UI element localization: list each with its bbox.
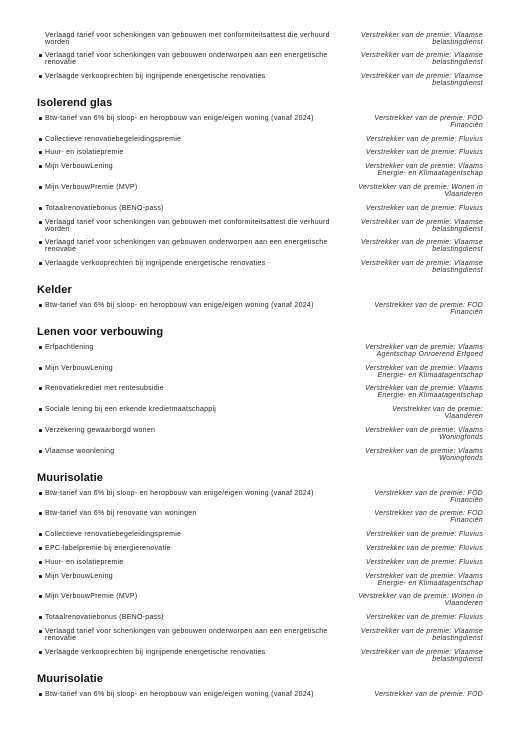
section-heading: Muurisolatie [37, 471, 103, 484]
bullet-icon [39, 138, 42, 141]
premium-list [0, 691, 520, 705]
premium-name: Sociale lening bij een erkende kredietmaatschappij [45, 406, 217, 414]
premium-list [0, 490, 520, 670]
bullet-icon [39, 304, 42, 307]
premium-provider: Verstrekker van de premie: Fluvius [365, 204, 483, 212]
bullet-icon [39, 186, 42, 189]
premium-item [45, 406, 483, 427]
premium-name: Huur- en isolatiepremie [45, 558, 124, 566]
premium-provider: Verstrekker van de premie: Vlaamse belastingdienst [360, 218, 483, 233]
premium-item [45, 573, 483, 594]
bullet-icon [39, 151, 42, 154]
premium-provider: Verstrekker van de premie: Fluvius [365, 545, 483, 553]
premium-name: Verlaagde verkooprechten bij ingrijpende energetische renovaties [45, 648, 266, 656]
premium-provider: Verstrekker van de premie: Fluvius [365, 135, 483, 143]
premium-section [0, 94, 520, 281]
section-heading: Muurisolatie [37, 672, 103, 685]
bullet-icon [39, 561, 42, 564]
premium-item [45, 614, 483, 628]
premium-list [0, 302, 520, 323]
bullet-icon [39, 346, 42, 349]
premium-item [45, 302, 483, 323]
premium-name: Totaalrenovatiebonus (BENO-pass) [45, 614, 164, 622]
bullet-icon [39, 693, 42, 696]
premium-item [45, 205, 483, 219]
premium-name: Verlaagde verkooprechten bij ingrijpende energetische renovaties [45, 73, 266, 81]
premium-provider: Verstrekker van de premie: Vlaams Energie- en Klimaatagentschap [365, 385, 483, 400]
premium-provider: Verstrekker van de premie: Fluvius [365, 614, 483, 622]
premium-provider: Verstrekker van de premie: Vlaams Woningfonds [365, 427, 483, 442]
premium-name: Mijn VerbouwPremie (MVP) [45, 593, 138, 601]
bullet-icon [39, 512, 42, 515]
bullet-icon [39, 207, 42, 210]
premium-provider: Verstrekker van de premie: Vlaams Agentschap Onroerend Erfgoed [365, 343, 483, 358]
premium-provider: Verstrekker van de premie: Wonen in Vlaanderen [358, 593, 483, 608]
premium-section [0, 281, 520, 323]
premium-name: Verlaagd tarief voor schenkingen van gebouwen met conformiteitsattest die verhuurd worden [45, 31, 330, 46]
bullet-icon [39, 630, 42, 633]
premium-item [45, 344, 483, 365]
bullet-icon [39, 616, 42, 619]
bullet-icon [39, 450, 42, 453]
premium-item [45, 260, 483, 281]
premium-provider: Verstrekker van de premie: Vlaams Energie- en Klimaatagentschap [365, 572, 483, 587]
premium-list [0, 344, 520, 469]
premium-item [45, 52, 483, 73]
bullet-icon [39, 367, 42, 370]
bullet-icon [39, 651, 42, 654]
premium-name: Verlaagde verkooprechten bij ingrijpende energetische renovaties [45, 260, 266, 268]
premium-name: Renovatiekrediet met rentesubsidie [45, 385, 164, 393]
premium-item [45, 628, 483, 649]
bullet-icon [39, 575, 42, 578]
premium-provider: Verstrekker van de premie: Vlaamse belastingdienst [360, 648, 483, 663]
premium-provider: Verstrekker van de premie: FOD Financiën [374, 114, 483, 129]
premium-name: Btw-tarief van 6% bij sloop- en heropbouw van enige/eigen woning (vanaf 2024) [45, 690, 314, 698]
premium-provider: Verstrekker van de premie: FOD Financiën [374, 302, 483, 317]
premium-item [45, 149, 483, 163]
premium-name: Verlaagd tarief voor schenkingen van gebouwen onderworpen aan een energetische renovatie [45, 239, 328, 254]
premium-item [45, 593, 483, 614]
premium-name: Btw-tarief van 6% bij sloop- en heropbouw van enige/eigen woning (vanaf 2024) [45, 302, 314, 310]
premium-name: Verlaagd tarief voor schenkingen van gebouwen onderworpen aan een energetische renovatie [45, 52, 328, 67]
bullet-icon [39, 262, 42, 265]
premium-section [0, 670, 520, 705]
premium-provider: Verstrekker van de premie: Vlaanderen [392, 406, 483, 421]
premium-provider: Verstrekker van de premie: Wonen in Vlaanderen [358, 184, 483, 199]
premium-item [45, 559, 483, 573]
bullet-icon [39, 117, 42, 120]
premium-provider: Verstrekker van de premie: Vlaamse belastingdienst [360, 31, 483, 46]
premium-name: Btw-tarief van 6% bij renovatie van woningen [45, 510, 197, 518]
premium-name: Verzekering gewaarborgd wonen [45, 427, 156, 435]
section-heading: Isolerend glas [37, 96, 113, 109]
premium-item [45, 239, 483, 260]
premium-name: Collectieve renovatiebegeleidingspremie [45, 135, 182, 143]
premium-item [45, 385, 483, 406]
premium-name: Mijn VerbouwLening [45, 364, 113, 372]
premium-provider: Verstrekker van de premie: Fluvius [365, 531, 483, 539]
premium-provider: Verstrekker van de premie: Vlaamse belastingdienst [360, 260, 483, 275]
premium-name: EPC-labelpremie bij energierenovatie [45, 545, 171, 553]
bullet-icon [39, 547, 42, 550]
premium-item [45, 545, 483, 559]
premium-name: Mijn VerbouwPremie (MVP) [45, 184, 138, 192]
premium-provider: Verstrekker van de premie: Fluvius [365, 149, 483, 157]
premium-name: Btw-tarief van 6% bij sloop- en heropbouw van enige/eigen woning (vanaf 2024) [45, 114, 314, 122]
premium-name: Btw-tarief van 6% bij sloop- en heropbouw van enige/eigen woning (vanaf 2024) [45, 489, 314, 497]
premium-item [45, 163, 483, 184]
premium-item [45, 691, 483, 705]
bullet-icon [39, 54, 42, 57]
premium-item [45, 136, 483, 150]
premium-provider: Verstrekker van de premie: FOD [374, 690, 483, 698]
bullet-icon [39, 241, 42, 244]
premium-name: Collectieve renovatiebegeleidingspremie [45, 531, 182, 539]
premium-list [0, 32, 520, 94]
premium-item [45, 448, 483, 469]
premium-provider: Verstrekker van de premie: Vlaams Woningfonds [365, 447, 483, 462]
premium-name: Verlaagd tarief voor schenkingen van gebouwen met conformiteitsattest die verhuurd worden [45, 218, 330, 233]
premium-item [45, 219, 483, 240]
bullet-icon [39, 75, 42, 78]
bullet-icon [39, 221, 42, 224]
bullet-icon [39, 165, 42, 168]
premium-name: Mijn VerbouwLening [45, 163, 113, 171]
premium-name: Totaalrenovatiebonus (BENO-pass) [45, 204, 164, 212]
premium-item [45, 365, 483, 386]
bullet-icon [39, 533, 42, 536]
bullet-icon [39, 429, 42, 432]
premium-name: Huur- en isolatiepremie [45, 149, 124, 157]
premium-provider: Verstrekker van de premie: Vlaamse belastingdienst [360, 628, 483, 643]
premium-provider: Verstrekker van de premie: Vlaamse belastingdienst [360, 239, 483, 254]
section-heading: Lenen voor verbouwing [37, 325, 164, 338]
bullet-icon [39, 492, 42, 495]
premium-item [45, 531, 483, 545]
bullet-icon [39, 387, 42, 390]
premium-list [0, 115, 520, 281]
premium-name: Mijn VerbouwLening [45, 572, 113, 580]
bullet-icon [39, 595, 42, 598]
premium-item [45, 115, 483, 136]
premium-provider: Verstrekker van de premie: FOD Financiën [374, 489, 483, 504]
premium-provider: Verstrekker van de premie: FOD Financiën [374, 510, 483, 525]
premium-name: Erfpachtlening [45, 343, 94, 351]
premium-item [45, 184, 483, 205]
premium-item [45, 32, 483, 53]
premium-section [0, 32, 520, 94]
premium-section [0, 469, 520, 670]
premium-item [45, 427, 483, 448]
premium-provider: Verstrekker van de premie: Vlaams Energie- en Klimaatagentschap [365, 163, 483, 178]
premium-section [0, 323, 520, 469]
premium-name: Vlaamse woonlening [45, 447, 115, 455]
premium-item [45, 490, 483, 511]
premium-item [45, 649, 483, 670]
premium-name: Verlaagd tarief voor schenkingen van gebouwen onderworpen aan een energetische renovatie [45, 628, 328, 643]
premium-provider: Verstrekker van de premie: Vlaamse belastingdienst [360, 73, 483, 88]
premium-provider: Verstrekker van de premie: Fluvius [365, 558, 483, 566]
premium-item [45, 73, 483, 94]
premium-provider: Verstrekker van de premie: Vlaams Energie- en Klimaatagentschap [365, 364, 483, 379]
bullet-icon [39, 408, 42, 411]
premium-item [45, 510, 483, 531]
premium-provider: Verstrekker van de premie: Vlaamse belastingdienst [360, 52, 483, 67]
section-heading: Kelder [37, 284, 72, 297]
